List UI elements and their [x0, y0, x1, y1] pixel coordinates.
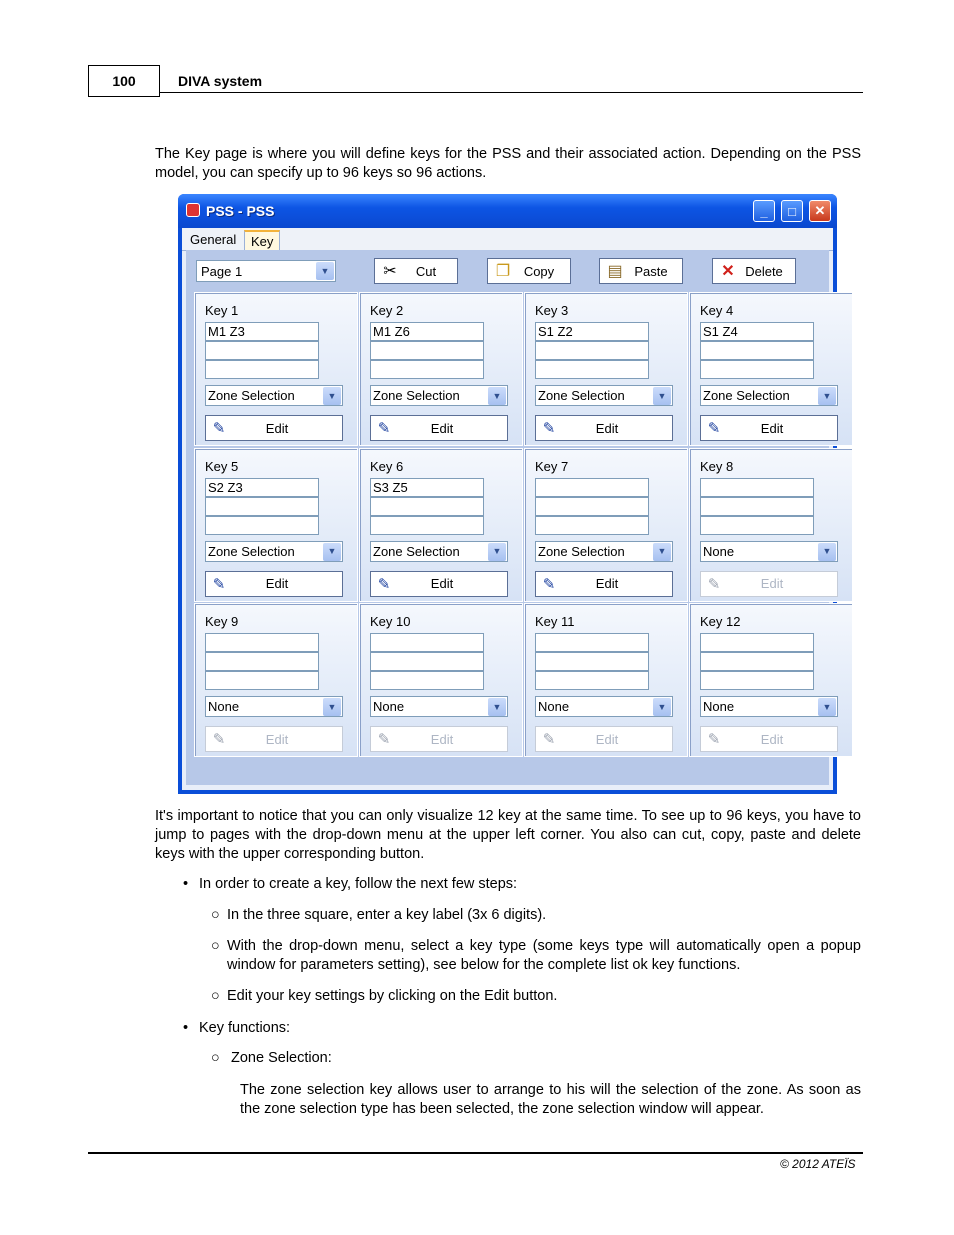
key-text-line-3[interactable] — [370, 671, 484, 690]
key-text-line-2[interactable] — [370, 497, 484, 516]
key-text-line-3[interactable] — [205, 516, 319, 535]
key-cell — [359, 448, 523, 602]
edit-label: Edit — [760, 731, 784, 747]
chevron-down-icon: ▼ — [818, 698, 836, 716]
paste-button[interactable] — [599, 258, 683, 284]
pen-icon: ✎ — [377, 420, 391, 437]
key-text-line-1[interactable]: S1 Z4 — [700, 322, 814, 341]
key-text-line-1[interactable] — [700, 633, 814, 652]
edit-label: Edit — [265, 731, 289, 747]
key-type-value: None — [703, 699, 735, 714]
key-text-line-3[interactable] — [700, 516, 814, 535]
key-text-line-1[interactable]: M1 Z3 — [205, 322, 319, 341]
key-type-select[interactable] — [700, 385, 838, 406]
key-cell — [689, 603, 853, 757]
list-item-create-key: In order to create a key, follow the next few steps: — [199, 876, 518, 892]
key-text-line-3[interactable] — [205, 671, 319, 690]
key-text-line-2[interactable] — [535, 652, 649, 671]
close-button[interactable]: ✕ — [809, 200, 831, 222]
key-grid — [194, 292, 852, 760]
tab-key[interactable]: Key — [244, 230, 280, 251]
edit-label: Edit — [595, 420, 619, 436]
key-type-value: None — [208, 699, 240, 714]
key-type-value: None — [538, 699, 570, 714]
document-title: DIVA system — [178, 73, 263, 89]
sub-bullet-circle: ○ — [211, 988, 220, 1004]
key-text-line-2[interactable] — [700, 652, 814, 671]
key-label: Key 6 — [370, 458, 404, 474]
sub-item-edit: Edit your key settings by clicking on the Edit button. — [227, 988, 558, 1004]
key-text-line-2[interactable] — [535, 497, 649, 516]
key-cell — [689, 448, 853, 602]
body-paragraph: It's important to notice that you can only visualize 12 key at the same time. To see up to 96 keys, you have to jump to pages with the drop-down menu at the upper left corner. You also can cut, copy, paste and delete keys with the upper corresponding button. — [155, 808, 861, 862]
edit-button[interactable] — [700, 726, 838, 752]
key-text-line-1[interactable]: S3 Z5 — [370, 478, 484, 497]
key-text-line-3[interactable] — [370, 360, 484, 379]
key-type-value: Zone Selection — [538, 388, 625, 403]
zone-selection-description: The zone selection key allows user to arrange to his will the selection of the zone. As soon as the zone selection type has been selected, the zone selection window will appear. — [240, 1082, 861, 1117]
key-cell — [359, 292, 523, 446]
scissors-icon: ✂ — [383, 263, 397, 280]
key-text-line-2[interactable] — [700, 497, 814, 516]
key-text-line-1[interactable]: M1 Z6 — [370, 322, 484, 341]
pen-icon: ✎ — [542, 731, 556, 748]
key-label: Key 2 — [370, 303, 404, 318]
key-type-value: Zone Selection — [208, 543, 295, 559]
key-text-line-1[interactable] — [535, 478, 649, 497]
edit-button[interactable] — [370, 415, 508, 441]
edit-label: Edit — [760, 576, 784, 591]
key-text-line-2[interactable] — [205, 497, 319, 516]
key-type-value: None — [703, 543, 735, 559]
header-rule — [160, 92, 863, 93]
key-text-line-2[interactable] — [205, 652, 319, 671]
copyright: © 2012 ATEÏS — [780, 1157, 856, 1171]
key-cell — [689, 292, 853, 446]
key-text-line-1[interactable] — [700, 478, 814, 497]
key-label: Key 4 — [700, 303, 734, 318]
pen-icon: ✎ — [542, 420, 556, 437]
key-type-value: Zone Selection — [538, 543, 625, 559]
window-title: PSS - PSS — [206, 203, 275, 219]
pen-icon: ✎ — [212, 731, 226, 748]
edit-button[interactable] — [205, 415, 343, 441]
key-label: Key 3 — [535, 303, 569, 318]
key-type-value: None — [373, 699, 405, 714]
edit-label: Edit — [265, 576, 289, 591]
key-text-line-1[interactable] — [205, 633, 319, 652]
list-item-key-functions: Key functions: — [199, 1020, 291, 1036]
bullet-dot: • — [183, 1020, 189, 1036]
delete-button[interactable] — [712, 258, 796, 284]
pen-icon: ✎ — [377, 731, 391, 748]
key-label: Key 12 — [700, 614, 741, 629]
key-cell — [524, 292, 688, 446]
edit-label: Edit — [760, 420, 784, 436]
key-label: Key 8 — [700, 458, 734, 474]
key-text-line-3[interactable] — [205, 360, 319, 379]
chevron-down-icon: ▼ — [653, 698, 671, 716]
key-type-select[interactable] — [700, 541, 838, 562]
key-text-line-2[interactable] — [205, 341, 319, 360]
paste-label: Paste — [634, 263, 668, 279]
key-text-line-2[interactable] — [535, 341, 649, 360]
tab-general[interactable]: General — [190, 232, 237, 247]
key-cell — [524, 448, 688, 602]
edit-label: Edit — [265, 420, 289, 436]
edit-button[interactable] — [205, 571, 343, 597]
chevron-down-icon: ▼ — [488, 698, 506, 716]
key-type-select[interactable] — [370, 385, 508, 406]
key-cell — [194, 448, 358, 602]
edit-label: Edit — [430, 576, 454, 591]
key-text-line-3[interactable] — [535, 360, 649, 379]
key-text-line-3[interactable] — [370, 516, 484, 535]
edit-button[interactable] — [205, 726, 343, 752]
copy-icon: ❐ — [495, 263, 511, 280]
edit-button[interactable] — [535, 571, 673, 597]
key-type-select[interactable] — [535, 541, 673, 562]
copy-label: Copy — [523, 263, 555, 279]
pen-icon: ✎ — [377, 575, 391, 593]
key-type-value: Zone Selection — [703, 388, 790, 403]
sub-item-key-type: With the drop-down menu, select a key type (some keys type will automatically open a popup window for parameters setting), see below for the complete list ok key functions. — [227, 938, 861, 973]
edit-label: Edit — [430, 731, 454, 747]
key-text-line-1[interactable]: S2 Z3 — [205, 478, 319, 497]
key-type-select[interactable] — [205, 696, 343, 717]
key-cell — [194, 292, 358, 446]
intro-paragraph: The Key page is where you will define keys for the PSS and their associated action. Depending on the PSS model, you can specify up to 96 keys so 96 actions. — [155, 146, 861, 181]
key-type-value: Zone Selection — [208, 388, 295, 403]
copy-button[interactable] — [487, 258, 571, 284]
chevron-down-icon: ▼ — [488, 543, 506, 561]
key-type-select[interactable] — [535, 696, 673, 717]
sub-bullet-circle: ○ — [211, 1050, 220, 1066]
key-type-select[interactable] — [370, 541, 508, 562]
key-type-value: Zone Selection — [373, 388, 460, 403]
page-select-value: Page 1 — [201, 263, 243, 279]
edit-label: Edit — [430, 420, 454, 436]
maximize-button[interactable]: □ — [781, 200, 803, 222]
pen-icon: ✎ — [212, 420, 226, 437]
key-text-line-1[interactable] — [370, 633, 484, 652]
sub-item-zone-selection: Zone Selection: — [231, 1050, 332, 1066]
key-text-line-2[interactable] — [370, 652, 484, 671]
key-label: Key 1 — [205, 303, 239, 318]
key-text-line-3[interactable] — [700, 671, 814, 690]
chevron-down-icon: ▼ — [818, 543, 836, 561]
key-panel — [186, 250, 832, 785]
chevron-down-icon: ▼ — [323, 543, 341, 561]
delete-label: Delete — [745, 263, 783, 279]
pen-icon: ✎ — [212, 575, 226, 593]
key-label: Key 9 — [205, 614, 239, 629]
edit-button[interactable] — [700, 571, 838, 597]
page-select[interactable] — [196, 260, 336, 282]
key-text-line-3[interactable] — [535, 516, 649, 535]
edit-button[interactable] — [700, 415, 838, 441]
page-number: 100 — [88, 65, 160, 97]
key-type-select[interactable] — [205, 385, 343, 406]
key-type-value: Zone Selection — [373, 543, 460, 559]
chevron-down-icon: ▼ — [323, 387, 341, 405]
key-text-line-3[interactable] — [700, 360, 814, 379]
edit-label: Edit — [595, 576, 619, 591]
pen-icon: ✎ — [542, 575, 556, 593]
window-client — [182, 228, 833, 790]
title-bar — [178, 194, 837, 228]
key-type-select[interactable] — [535, 385, 673, 406]
edit-button[interactable] — [535, 415, 673, 441]
pen-icon: ✎ — [707, 420, 721, 437]
chevron-down-icon: ▼ — [488, 387, 506, 405]
edit-button[interactable] — [370, 571, 508, 597]
cut-button[interactable] — [374, 258, 458, 284]
pen-icon: ✎ — [707, 731, 721, 748]
key-type-select[interactable] — [205, 541, 343, 562]
pen-icon: ✎ — [707, 575, 721, 593]
bullet-dot: • — [183, 876, 189, 892]
key-label: Key 7 — [535, 458, 569, 474]
app-icon — [186, 203, 200, 217]
key-type-select[interactable] — [700, 696, 838, 717]
key-text-line-1[interactable] — [535, 633, 649, 652]
delete-x-icon: ✕ — [721, 263, 735, 280]
key-text-line-3[interactable] — [535, 671, 649, 690]
clipboard-icon: ▤ — [607, 263, 623, 280]
chevron-down-icon: ▼ — [653, 543, 671, 561]
edit-label: Edit — [595, 731, 619, 747]
cut-label: Cut — [415, 263, 437, 279]
key-label: Key 5 — [205, 458, 239, 474]
chevron-down-icon: ▼ — [653, 387, 671, 405]
key-label: Key 10 — [370, 614, 411, 629]
footer-rule — [88, 1152, 863, 1154]
key-cell — [359, 603, 523, 757]
edit-button[interactable] — [370, 726, 508, 752]
sub-item-key-label: In the three square, enter a key label (3x 6 digits). — [227, 907, 547, 923]
key-type-select[interactable] — [370, 696, 508, 717]
pss-window — [178, 194, 837, 794]
key-label: Key 11 — [535, 614, 575, 629]
edit-button[interactable] — [535, 726, 673, 752]
sub-bullet-circle: ○ — [211, 938, 220, 954]
chevron-down-icon: ▼ — [323, 698, 341, 716]
key-cell — [194, 603, 358, 757]
key-text-line-2[interactable] — [370, 341, 484, 360]
tab-strip — [182, 228, 833, 251]
sub-bullet-circle: ○ — [211, 907, 220, 923]
key-cell — [524, 603, 688, 757]
chevron-down-icon: ▼ — [316, 262, 334, 280]
key-text-line-1[interactable]: S1 Z2 — [535, 322, 649, 341]
minimize-button[interactable]: _ — [753, 200, 775, 222]
chevron-down-icon: ▼ — [818, 387, 836, 405]
key-text-line-2[interactable] — [700, 341, 814, 360]
